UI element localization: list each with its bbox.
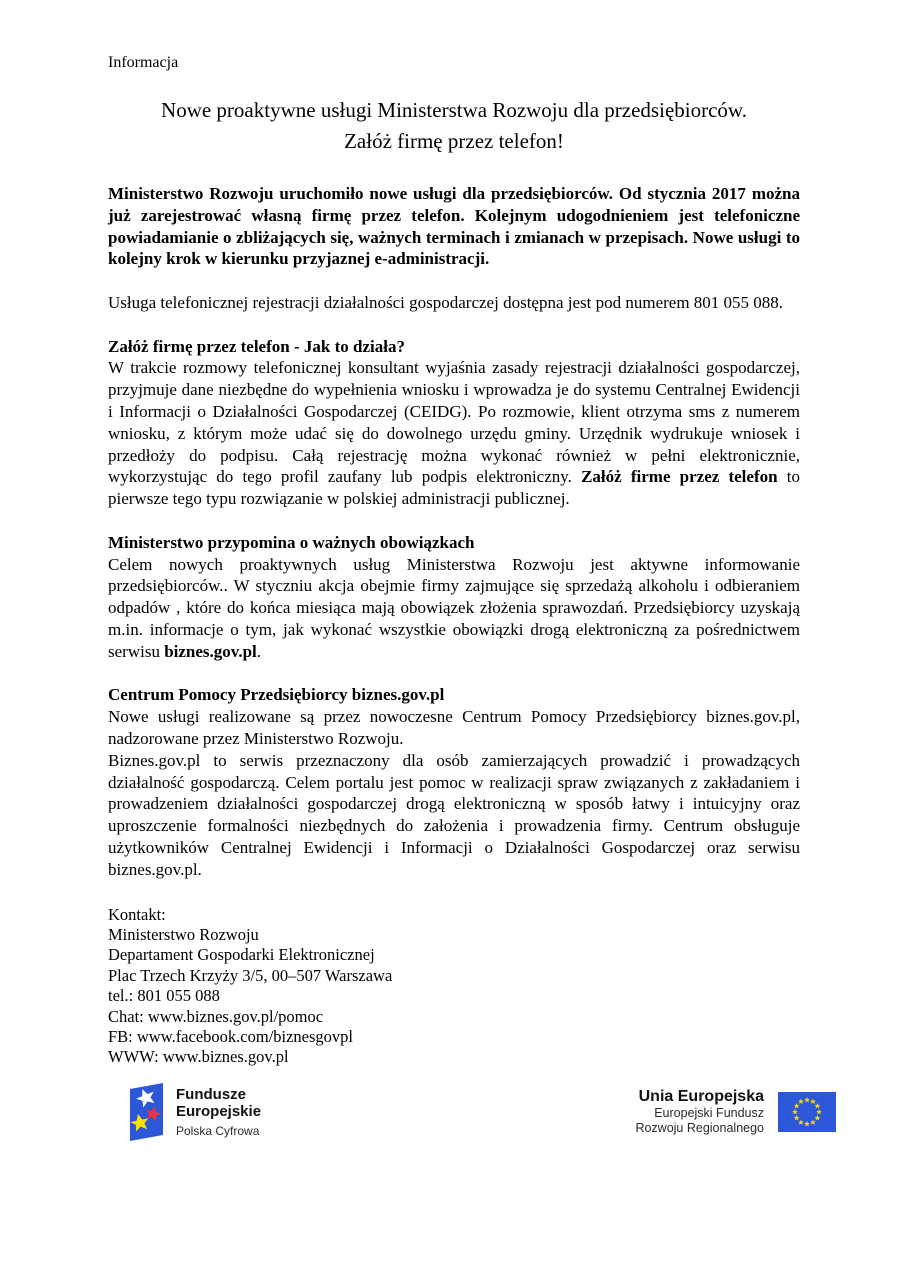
section-heading-centrum: Centrum Pomocy Przedsiębiorcy biznes.gov.pl [108, 685, 445, 705]
fe-logo-title-line-2: Europejskie [176, 1103, 262, 1121]
section-heading-obowiazki: Ministerstwo przypomina o ważnych obowiązkach [108, 532, 475, 552]
page-title-line-2: Załóż firmę przez telefon! [344, 129, 564, 153]
contact-department: Departament Gospodarki Elektronicznej [108, 945, 375, 965]
fe-logo-title [176, 1086, 261, 1121]
contact-website-url: WWW: www.biznes.gov.pl [108, 1047, 289, 1067]
eu-logo-title: Unia Europejska [638, 1087, 764, 1105]
bold-phrase-zaloz-firme: Załóż firme przez telefon [581, 467, 778, 487]
section-body-obowiazki [108, 554, 800, 663]
section-heading-jak-to-dziala: Załóż firmę przez telefon - Jak to działa? [108, 336, 405, 356]
page-title [108, 95, 800, 157]
contact-block [108, 905, 800, 1068]
obowiazki-text-end: . [256, 641, 262, 661]
fe-logo-title-line-1: Fundusze [176, 1085, 246, 1103]
lead-paragraph: Ministerstwo Rozwoju uruchomiło nowe usługi dla przedsiębiorców. Od stycznia 2017 można już zarejestrować własną firmę przez telefon. Kolejnym udogodnieniem jest telefoniczne powiadamianie o zbliżających się, ważnych terminach i zmianach w przepisach. Nowe usługi to kolejny krok w kierunku przyjaznej e-administracji. [108, 184, 800, 269]
phone-service-paragraph: Usługa telefonicznej rejestracji działalności gospodarczej dostępna jest pod numerem 801 055 088. [108, 292, 784, 312]
page-title-line-1: Nowe proaktywne usługi Ministerstwa Rozwoju dla przedsiębiorców. [161, 98, 747, 122]
jak-to-dziala-text: W trakcie rozmowy telefonicznej konsultant wyjaśnia zasady rejestracji działalności gospodarczej, przyjmuje dane niezbędne do wypełnienia wniosku i wprowadza je do systemu Centralnej Ewidencji i Informacji o Działalności Gospodarczej (CEIDG). Po rozmowie, klient otrzyma sms z numerem wniosku, z którym może udać się do dowolnego urzędu gminy. Urzędnik wydrukuje wniosek i przedłoży do podpisu. Całą rejestrację można wykonać również w pełni elektronicznie, wykorzystując do tego profil zaufany lub podpis elektroniczny. [108, 358, 800, 487]
jak-to-dziala-text-end: to pierwsze tego typu rozwiązanie w polskiej administracji publicznej. [108, 467, 800, 509]
eu-flag-icon [778, 1092, 836, 1132]
footer-logos [108, 1083, 836, 1141]
obowiazki-text: Celem nowych proaktywnych usług Ministerstwa Rozwoju jest aktywne informowanie przedsiębiorców.. W styczniu akcja obejmie firmy zajmujące się sprzedażą alkoholu i odbieraniem odpadów , które do końca miesiąca mają obowiązek złożenia sprawozdań. Przedsiębiorcy uzyskają m.in. informacje o tym, jak wykonać wszystkie obowiązki drogą elektroniczną za pośrednictwem serwisu [108, 554, 800, 661]
contact-phone: tel.: 801 055 088 [108, 986, 220, 1006]
unia-europejska-logo [635, 1087, 836, 1137]
contact-label: Kontakt: [108, 904, 166, 924]
centrum-paragraph-2: Biznes.gov.pl to serwis przeznaczony dla osób zamierzających prowadzić i prowadzących działalność gospodarczą. Celem portalu jest pomoc w realizacji spraw związanych z zakładaniem i prowadzeniem działalności gospodarczej drogą elektroniczną w sposób łatwy i intuicyjny oraz uproszczenie formalności niezbędnych do założenia i prowadzenia firmy. Centrum obsługuje użytkowników Centralnej Ewidencji i Informacji o Działalności Gospodarczej oraz serwisu biznes.gov.pl. [108, 750, 800, 879]
eu-logo-text [635, 1087, 764, 1137]
contact-ministry: Ministerstwo Rozwoju [108, 924, 259, 944]
contact-chat-url: Chat: www.biznes.gov.pl/pomoc [108, 1006, 324, 1026]
bold-phrase-biznes-gov-pl: biznes.gov.pl [164, 641, 257, 661]
fe-flag-icon [130, 1083, 163, 1141]
doc-type-label: Informacja [108, 54, 179, 71]
fe-logo-subtitle: Polska Cyfrowa [176, 1123, 260, 1138]
fe-logo-text [176, 1086, 261, 1138]
eu-logo-subtitle-2: Rozwoju Regionalnego [635, 1121, 764, 1136]
contact-address: Plac Trzech Krzyży 3/5, 00–507 Warszawa [108, 965, 393, 985]
centrum-paragraph-1: Nowe usługi realizowane są przez nowoczesne Centrum Pomocy Przedsiębiorcy biznes.gov.pl, nadzorowane przez Ministerstwo Rozwoju. [108, 707, 800, 748]
fundusze-europejskie-logo [130, 1083, 261, 1141]
contact-facebook-url: FB: www.facebook.com/biznesgovpl [108, 1026, 354, 1046]
section-body-jak-to-dziala [108, 357, 800, 510]
eu-logo-subtitle-1: Europejski Fundusz [654, 1105, 764, 1120]
